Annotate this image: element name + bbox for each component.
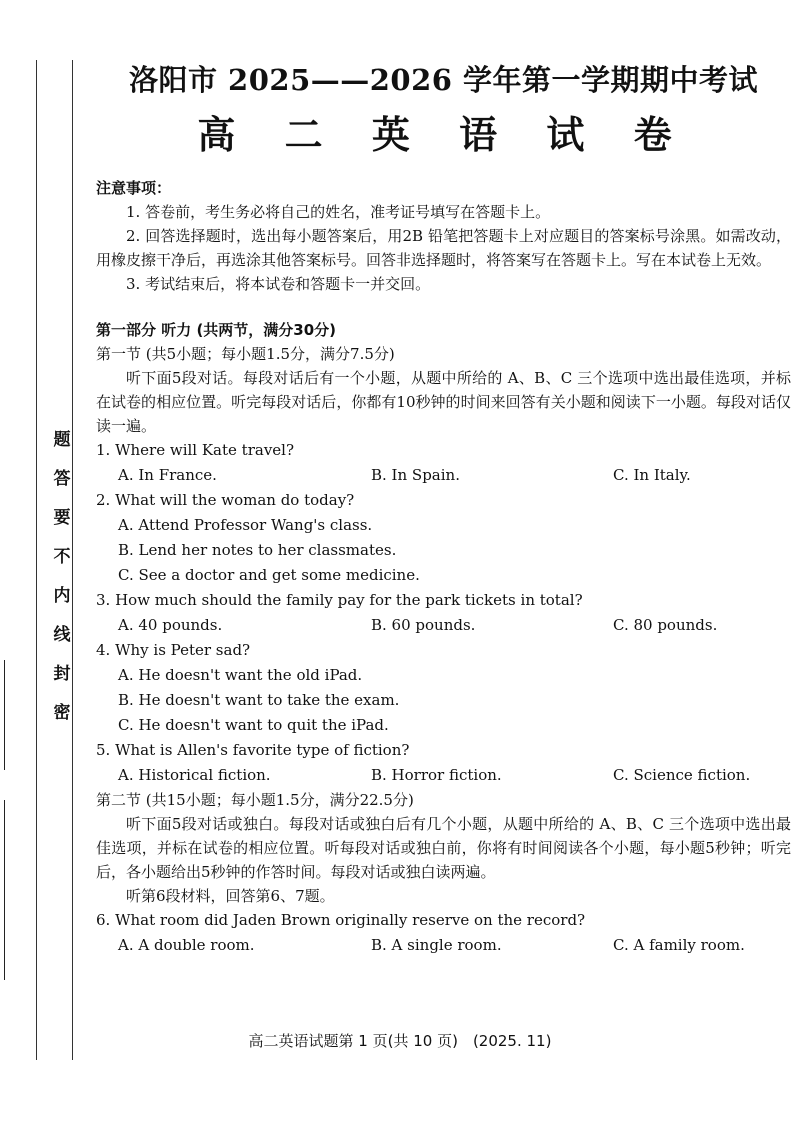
option-b[interactable]: B. He doesn't want to take the exam. — [118, 691, 400, 709]
question-stem: 5. What is Allen's favorite type of fiction? — [96, 741, 410, 759]
option-a[interactable]: A. Historical fiction. — [118, 766, 271, 784]
question-5 — [96, 738, 791, 788]
page-footer: 高二英语试题第 1 页(共 10 页) (2025. 11) — [248, 1032, 552, 1050]
option-b[interactable]: B. Horror fiction. — [371, 766, 502, 784]
seal-char: 内 — [53, 586, 71, 606]
seal-char: 线 — [53, 625, 71, 645]
option-a[interactable]: A. 40 pounds. — [118, 616, 223, 634]
options-row — [96, 933, 791, 958]
seal-char: 题 — [53, 430, 71, 450]
question-stem: 6. What room did Jaden Brown originally reserve on the record? — [96, 911, 586, 929]
option-a[interactable]: A. Attend Professor Wang's class. — [118, 516, 373, 534]
material-note: 听第6段材料，回答第6、7题。 — [126, 887, 335, 905]
notice-heading: 注意事项： — [96, 179, 172, 197]
option-c[interactable]: C. Science fiction. — [613, 766, 751, 784]
binding-margin — [0, 0, 80, 1132]
options-row — [96, 463, 791, 488]
binding-line — [36, 60, 37, 1060]
question-stem: 4. Why is Peter sad? — [96, 641, 251, 659]
subject-title: 高 二 英 语 试 卷 — [197, 113, 690, 157]
section2-instructions: 听下面5段对话或独白。每段对话或独白后有几个小题，从题中所给的 A、B、C 三个选项中选出最佳选项，并标在试卷的相应位置。听每段对话或独白前，你将有时间阅读各个小题，每小题5秒钟；听完后，各小题给出5秒钟的作答时间。每段对话或独白读两遍。 — [96, 815, 791, 881]
question-2 — [96, 488, 791, 588]
seal-char: 答 — [53, 469, 71, 489]
seal-char: 封 — [53, 664, 71, 684]
option-b[interactable]: B. In Spain. — [371, 466, 460, 484]
option-c[interactable]: C. See a doctor and get some medicine. — [118, 566, 420, 584]
option-a[interactable]: A. He doesn't want the old iPad. — [118, 666, 363, 684]
option-c[interactable]: C. He doesn't want to quit the iPad. — [118, 716, 389, 734]
options-row — [96, 613, 791, 638]
seal-line-notice — [50, 425, 74, 723]
option-b[interactable]: B. Lend her notes to her classmates. — [118, 541, 397, 559]
question-1 — [96, 438, 791, 488]
option-c[interactable]: C. A family room. — [613, 936, 745, 954]
option-c[interactable]: C. 80 pounds. — [613, 616, 718, 634]
exam-page — [96, 60, 791, 958]
question-6 — [96, 908, 791, 958]
seal-char: 不 — [53, 547, 71, 567]
question-stem: 3. How much should the family pay for the park tickets in total? — [96, 591, 583, 609]
question-4 — [96, 638, 791, 738]
question-stem: 1. Where will Kate travel? — [96, 441, 295, 459]
part1-heading: 第一部分 听力 (共两节，满分30分) — [96, 321, 337, 339]
option-c[interactable]: C. In Italy. — [613, 466, 691, 484]
notice-block — [96, 176, 791, 296]
option-b[interactable]: B. A single room. — [371, 936, 502, 954]
notice-item: 3. 考试结束后，将本试卷和答题卡一并交回。 — [126, 275, 431, 293]
option-a[interactable]: A. In France. — [118, 466, 217, 484]
section2-heading: 第二节 (共15小题；每小题1.5分，满分22.5分) — [96, 791, 414, 809]
section1-heading: 第一节 (共5小题；每小题1.5分，满分7.5分) — [96, 345, 395, 363]
seal-char: 要 — [53, 508, 71, 528]
option-a[interactable]: A. A double room. — [118, 936, 255, 954]
section1-instructions: 听下面5段对话。每段对话后有一个小题，从题中所给的 A、B、C 三个选项中选出最佳选项，并标在试卷的相应位置。听完每段对话后，你都有10秒钟的时间来回答有关小题和阅读下一小题。每段对话仅读一遍。 — [96, 369, 791, 435]
notice-item: 2. 回答选择题时，选出每小题答案后，用2B 铅笔把答题卡上对应题目的答案标号涂黑。如需改动，用橡皮擦干净后，再选涂其他答案标号。回答非选择题时，将答案写在答题卡上。写在本试卷上无效。 — [96, 227, 791, 269]
options-row — [96, 763, 791, 788]
notice-item: 1. 答卷前，考生务必将自己的姓名，准考证号填写在答题卡上。 — [126, 203, 551, 221]
question-3 — [96, 588, 791, 638]
id-blank — [4, 800, 6, 980]
option-b[interactable]: B. 60 pounds. — [371, 616, 476, 634]
exam-title: 洛阳市 2025——2026 学年第一学期期中考试 — [128, 63, 759, 97]
seal-char: 密 — [53, 703, 71, 723]
question-stem: 2. What will the woman do today? — [96, 491, 355, 509]
name-blank — [4, 660, 6, 770]
